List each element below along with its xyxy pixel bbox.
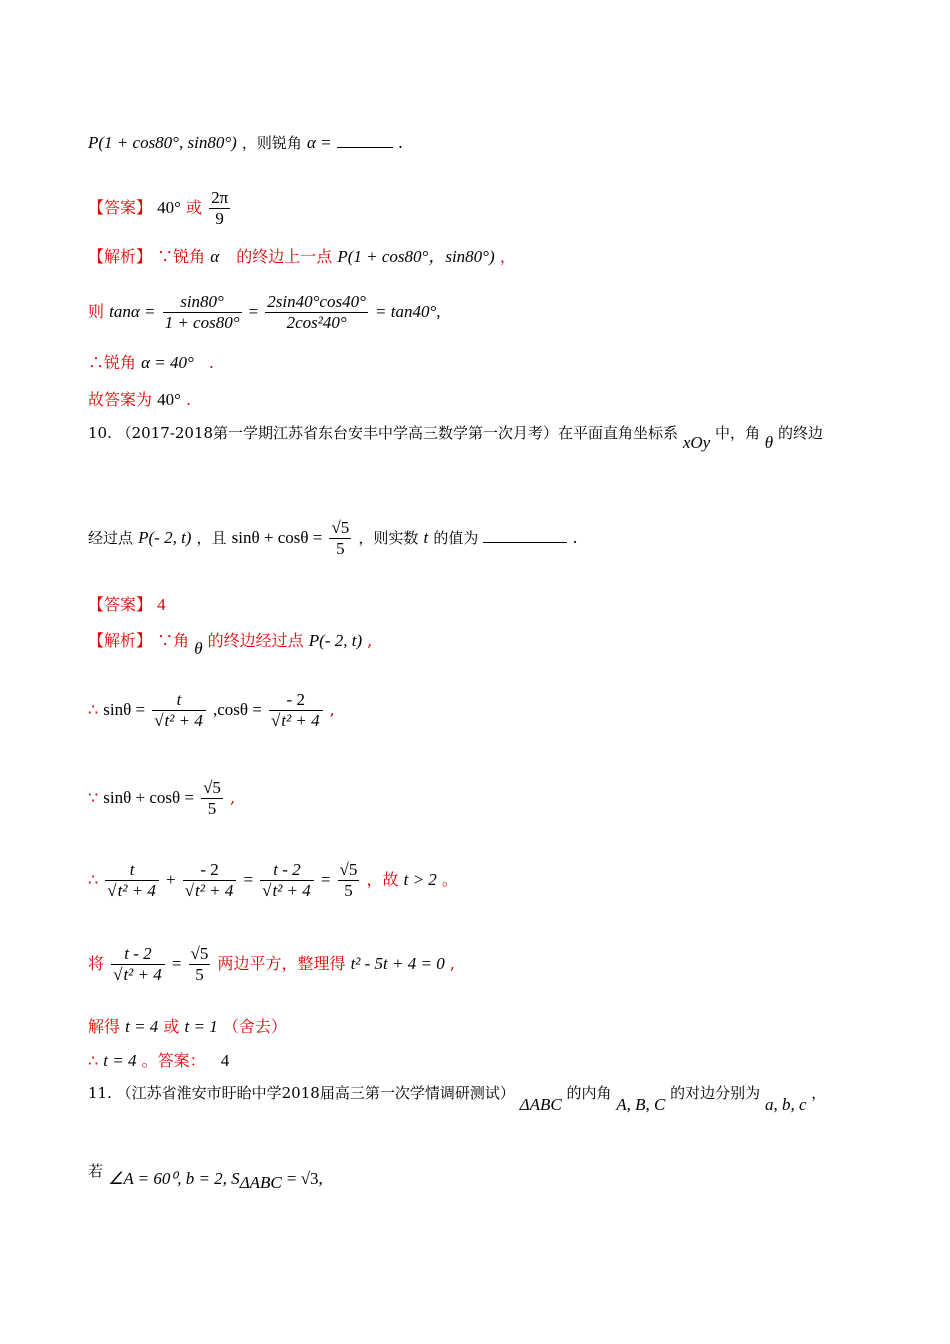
fraction-d-num: √5 <box>339 860 358 879</box>
answer-value: 4 <box>157 595 166 614</box>
a9-answer <box>88 188 232 229</box>
line2-text3: ，则实数 <box>358 529 419 547</box>
fraction-denominator: 9 <box>215 209 224 228</box>
fraction-c-den: √t² + 4 <box>262 881 311 900</box>
or-text: 或 <box>163 1017 180 1036</box>
analysis-end: ， <box>499 247 516 266</box>
analysis-end: , <box>367 631 373 650</box>
question-number: 10. <box>88 424 112 442</box>
plus-sign: + <box>166 870 176 889</box>
answer-fraction <box>209 188 230 229</box>
a10-step3 <box>88 860 458 901</box>
answer-text: 。答案： <box>141 1051 206 1070</box>
triangle-math: ΔABC <box>519 1095 562 1114</box>
because-symbol: ∵ <box>88 788 99 807</box>
sin-expr: sinθ = <box>103 700 146 719</box>
tan-expr: tanα = <box>109 302 156 321</box>
point-p: P(- 2, t) <box>138 528 192 547</box>
discard-note: （舍去） <box>222 1017 287 1036</box>
answer-value: 4 <box>220 1051 230 1070</box>
a9-final <box>88 387 191 410</box>
stem-end: ， <box>811 1084 827 1102</box>
then-text: 则 <box>88 302 105 321</box>
fraction-1 <box>163 292 242 333</box>
tan-result: = tan40°, <box>375 302 441 321</box>
a10-step1 <box>88 690 335 731</box>
area-subscript: ΔABC <box>239 1173 282 1193</box>
answer-tag: 【答案】 <box>88 198 153 217</box>
answer-value: 40° <box>157 198 181 217</box>
root-b: t = 1 <box>184 1017 218 1036</box>
q11-stem <box>88 1082 827 1114</box>
final-end: . <box>186 390 192 409</box>
text2: 的对边分别为 <box>670 1084 761 1102</box>
therefore-math: α = 40° <box>141 353 194 372</box>
analysis-text2: 的终边经过点 <box>207 631 304 650</box>
step-end: , <box>329 700 335 719</box>
analysis-theta: θ <box>194 639 203 658</box>
condition-math: ∠A = 60⁰, b = 2, S <box>108 1169 240 1188</box>
answer-or: 或 <box>186 198 203 217</box>
answer-tag: 【答案】 <box>88 595 153 614</box>
q10-line2 <box>88 518 578 559</box>
fraction-a-num: t <box>105 860 159 881</box>
root5-fraction <box>201 778 223 819</box>
fraction-f-den: 5 <box>195 965 204 984</box>
equals-sign: = <box>248 302 259 321</box>
answer-blank <box>337 147 393 148</box>
sin-num: t <box>152 690 206 711</box>
fraction-2-den: 2cos²40° <box>286 313 347 332</box>
root5-den: 5 <box>336 539 345 558</box>
root5-den: 5 <box>207 799 217 818</box>
sides-math: a, b, c <box>764 1095 807 1114</box>
line2-text2: ，且 <box>196 529 227 547</box>
a10-analysis <box>88 628 373 658</box>
analysis-var: α <box>210 247 220 266</box>
fraction-d <box>338 860 360 901</box>
sin-fraction <box>152 690 206 731</box>
cos-num: - 2 <box>269 690 323 711</box>
sin-den: √t² + 4 <box>154 711 203 730</box>
line2-end: . <box>572 528 578 547</box>
fraction-c-num: t - 2 <box>260 860 314 881</box>
step-pre: 将 <box>88 954 105 973</box>
area-value: = √3, <box>286 1169 323 1188</box>
question-source: （江苏省淮安市盱眙中学2018届高三第一次学情调研测试） <box>116 1084 515 1102</box>
fraction-a-den: √t² + 4 <box>107 881 156 900</box>
a10-step2 <box>88 778 235 819</box>
fraction-e-num: t - 2 <box>111 944 165 965</box>
sum-expr: sinθ + cosθ = <box>103 788 194 807</box>
xoy-math: xOy <box>682 433 711 452</box>
line2-text: 经过点 <box>88 529 134 547</box>
a9-therefore <box>88 350 214 373</box>
answer-blank <box>483 542 567 543</box>
final-value: 40° <box>157 390 181 409</box>
fraction-2 <box>265 292 368 333</box>
fraction-2-num: 2sin40°cos40° <box>267 292 366 311</box>
fraction-e <box>111 944 165 985</box>
question-number: 11. <box>88 1084 112 1102</box>
sin-cos-expr: sinθ + cosθ = <box>231 528 323 547</box>
a10-step5 <box>88 1014 287 1037</box>
root5-num: √5 <box>331 518 350 537</box>
step-text: 两边平方，整理得 <box>217 954 346 973</box>
fraction-f <box>189 944 211 985</box>
final-root: t = 4 <box>103 1051 137 1070</box>
question-source: （2017-2018第一学期江苏省东台安丰中学高三数学第一次月考）在平面直角坐标系 <box>116 424 679 442</box>
fraction-c <box>260 860 314 901</box>
analysis-tag: 【解析】 <box>88 631 153 650</box>
cos-den: √t² + 4 <box>270 711 320 730</box>
therefore-symbol: ∴ <box>88 700 99 719</box>
root5-fraction <box>329 518 351 559</box>
fraction-b-num: - 2 <box>183 860 237 881</box>
step-end: , <box>230 788 236 807</box>
therefore-text: ∴锐角 <box>88 353 137 372</box>
solve-text: 解得 <box>88 1017 121 1036</box>
q10-stem <box>88 422 823 452</box>
fraction-b-den: √t² + 4 <box>184 881 234 900</box>
therefore-end: . <box>208 353 214 372</box>
a9-tan-line <box>88 292 441 333</box>
root-a: t = 4 <box>125 1017 159 1036</box>
a10-answer <box>88 592 166 615</box>
analysis-text2: 的终边上一点 <box>236 247 333 266</box>
equals-sign: = <box>171 954 182 973</box>
analysis-point: P(- 2, t) <box>308 631 363 650</box>
fraction-1-den: 1 + cos80° <box>164 313 240 332</box>
step-end: , <box>449 954 455 973</box>
therefore-symbol: ∴ <box>88 1051 99 1070</box>
q9-stem-text: ，则锐角 <box>241 134 302 152</box>
angles-math: A, B, C <box>616 1095 666 1114</box>
fraction-numerator: 2π <box>211 188 229 207</box>
question-end: 的终边 <box>777 424 823 442</box>
analysis-point: P(1 + cos80°，sin80°) <box>337 247 495 266</box>
step-end: 。 <box>441 870 458 889</box>
fraction-d-den: 5 <box>344 881 353 900</box>
theta-math: θ <box>764 433 774 452</box>
quadratic: t² - 5t + 4 = 0 <box>350 954 445 973</box>
cos-expr: ,cosθ = <box>212 700 262 719</box>
therefore-symbol: ∴ <box>88 870 99 889</box>
question-mid: 中，角 <box>715 424 761 442</box>
step-text: ，故 <box>366 870 399 889</box>
fraction-a <box>105 860 159 901</box>
var-t: t <box>423 528 429 547</box>
q9-stem-end: . <box>397 133 403 152</box>
q9-stem-var: α = <box>306 133 332 152</box>
fraction-b <box>183 860 237 901</box>
equals-sign-2: = <box>320 870 331 889</box>
q11-line2 <box>88 1160 323 1193</box>
analysis-text: ∵锐角 <box>157 247 206 266</box>
q9-stem-math: P(1 + cos80°, sin80°) <box>88 133 237 152</box>
analysis-tag: 【解析】 <box>88 247 153 266</box>
fraction-f-num: √5 <box>190 944 209 963</box>
a10-step6 <box>88 1048 229 1071</box>
fraction-1-num: sin80° <box>163 292 242 313</box>
line2-text4: 的值为 <box>433 529 479 547</box>
final-text: 故答案为 <box>88 390 153 409</box>
if-text: 若 <box>88 1162 104 1180</box>
fraction-e-den: √t² + 4 <box>113 965 162 984</box>
analysis-text: ∵角 <box>157 631 190 650</box>
equals-sign: = <box>243 870 254 889</box>
inequality: t > 2 <box>403 870 437 889</box>
cos-fraction <box>269 690 323 731</box>
text1: 的内角 <box>566 1084 612 1102</box>
root5-num: √5 <box>203 778 221 797</box>
q9-stem <box>88 132 403 153</box>
a9-analysis <box>88 242 516 267</box>
a10-step4 <box>88 944 455 985</box>
